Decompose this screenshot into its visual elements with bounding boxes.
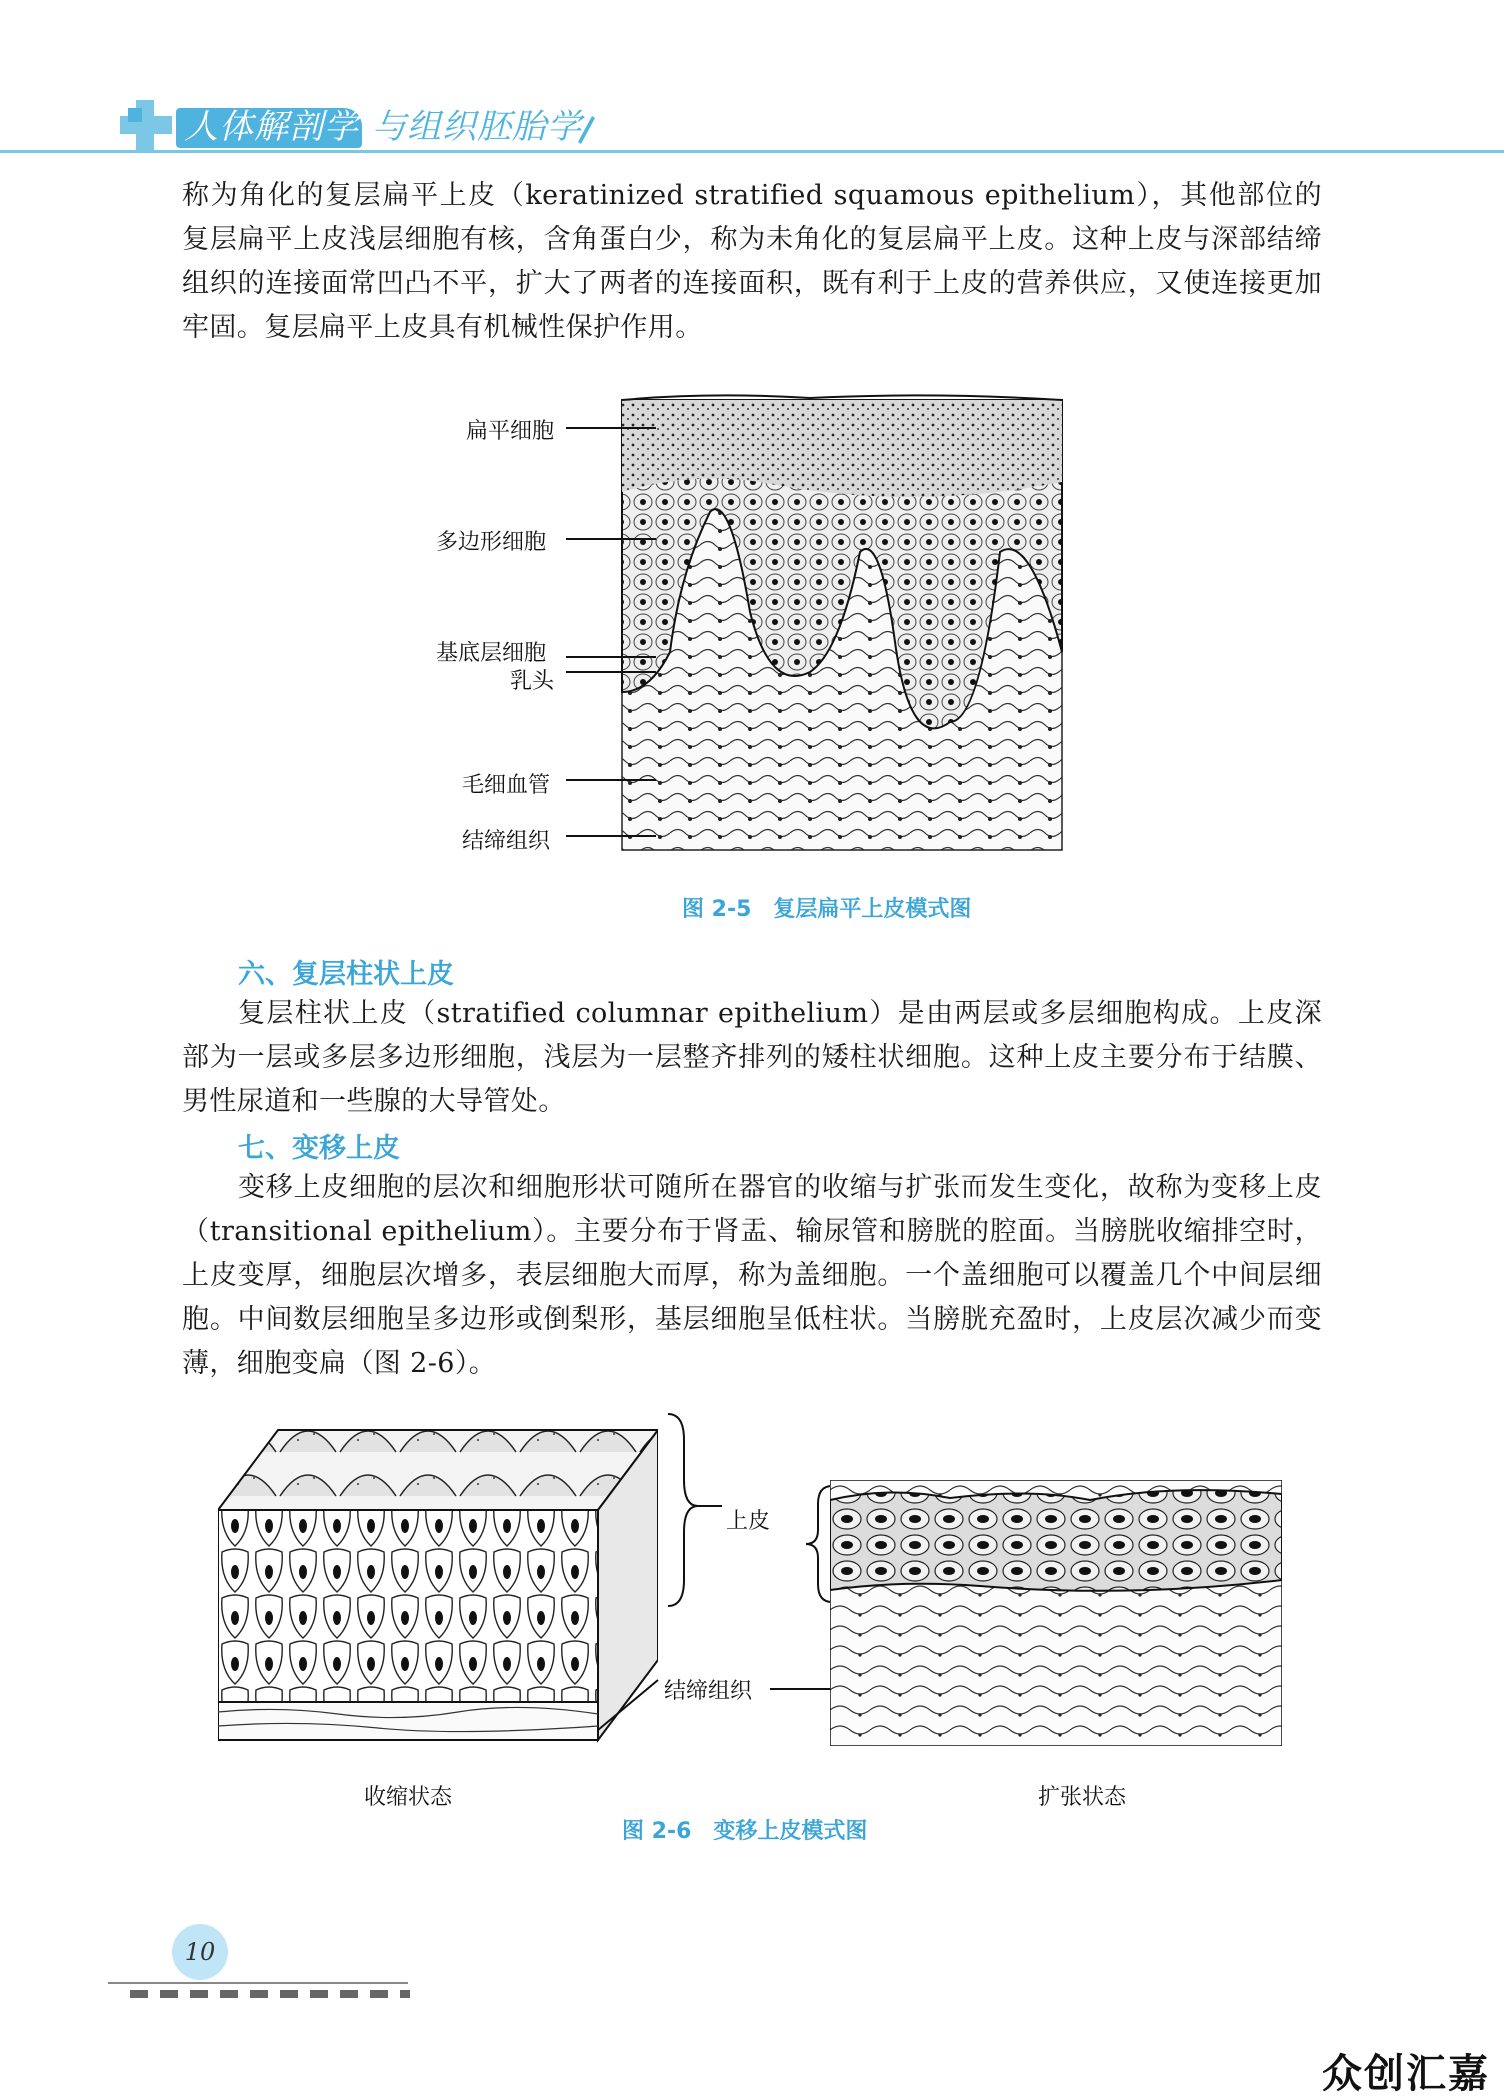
heading-section-7: 七、变移上皮 (238, 1133, 400, 1164)
connective-leader-right (770, 1686, 830, 1692)
label-basal-cell: 基底层细胞 (436, 641, 547, 666)
footer-dashes (130, 1990, 410, 1998)
footer-rule (108, 1982, 408, 1984)
page-number: 10 (172, 1924, 228, 1980)
figure-2-6-contracted-illustration (218, 1410, 658, 1770)
watermark: 众创汇嘉 (1322, 2051, 1490, 2097)
figure-2-5-caption: 图 2-5 复层扁平上皮模式图 (682, 897, 972, 922)
figure-2-6-caption: 图 2-6 变移上皮模式图 (622, 1819, 868, 1844)
label-capillary: 毛细血管 (462, 773, 551, 798)
figure-2-6-distended-illustration (830, 1480, 1282, 1746)
paragraph-1: 称为角化的复层扁平上皮（keratinized stratified squamous epithelium），其他部位的复层扁平上皮浅层细胞有核，含角蛋白少，称为未角化的复层扁平上皮。这种上皮与深部结缔组织的连接面常凹凸不平，扩大了两者的连接面积，既有利于上皮的营养供应，又使连接更加牢固。复层扁平上皮具有机械性保护作用。 (182, 180, 1322, 343)
label-papilla: 乳头 (510, 669, 555, 694)
plus-logo-icon (118, 98, 178, 154)
label-connective-tissue: 结缔组织 (462, 829, 551, 854)
header-rule (0, 150, 1504, 153)
header-title-part2: 与组织胚胎学 (372, 107, 582, 147)
figure-2-5-leaders (566, 420, 656, 840)
label-polygonal-cell: 多边形细胞 (436, 530, 547, 555)
pencil-icon (574, 112, 596, 144)
label-squamous-cell: 扁平细胞 (466, 419, 555, 444)
label-distended-state: 扩张状态 (1038, 1785, 1127, 1810)
header-title-part1: 人体解剖学 (184, 107, 359, 147)
label-contracted-state: 收缩状态 (364, 1785, 453, 1810)
figure-2-5-illustration (610, 392, 1068, 856)
label-connective-tissue-2: 结缔组织 (664, 1679, 753, 1704)
label-epithelium: 上皮 (726, 1509, 771, 1534)
heading-section-6: 六、复层柱状上皮 (238, 959, 454, 990)
paragraph-3: 变移上皮细胞的层次和细胞形状可随所在器官的收缩与扩张而发生变化，故称为变移上皮（transitional epithelium）。主要分布于肾盂、输尿管和膀胱的腔面。当膀胱收缩排空时，上皮变厚，细胞层次增多，表层细胞大而厚，称为盖细胞。一个盖细胞可以覆盖几个中间层细胞。中间数层细胞呈多边形或倒梨形，基层细胞呈低柱状。当膀胱充盈时，上皮层次减少而变薄，细胞变扁（图 2-6）。 (182, 1172, 1322, 1379)
paragraph-2: 复层柱状上皮（stratified columnar epithelium）是由两层或多层细胞构成。上皮深部为一层或多层多边形细胞，浅层为一层整齐排列的矮柱状细胞。这种上皮主要分布于结膜、男性尿道和一些腺的大导管处。 (182, 998, 1322, 1117)
